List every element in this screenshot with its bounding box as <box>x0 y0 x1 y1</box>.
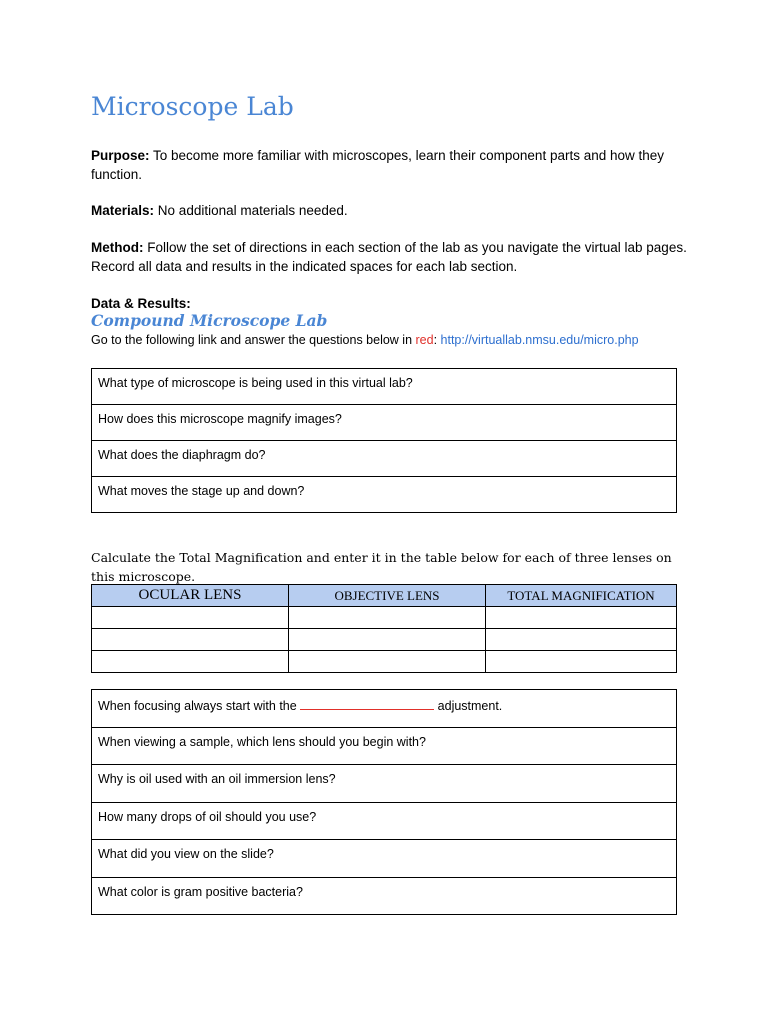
objective-cell[interactable] <box>289 607 486 629</box>
question-cell[interactable]: What color is gram positive bacteria? <box>92 877 677 915</box>
method-text: Follow the set of directions in each section of the lab as you navigate the virtual lab pages. Record all data and results in the indicated spaces for each lab section. <box>91 240 687 274</box>
instruction-text: Go to the following link and answer the questions below in <box>91 333 416 347</box>
question-cell[interactable]: Why is oil used with an oil immersion lens? <box>92 765 677 803</box>
page-title: Microscope Lab <box>91 92 294 121</box>
materials-text: No additional materials needed. <box>157 203 348 218</box>
ocular-cell[interactable] <box>92 629 289 651</box>
table-row <box>92 690 677 728</box>
table-row <box>92 765 677 803</box>
purpose-text: To become more familiar with microscopes, learn their component parts and how they function. <box>91 148 665 182</box>
magnification-table <box>91 584 677 673</box>
total-magnification-header: TOTAL MAGNIFICATION <box>486 585 677 607</box>
ocular-cell[interactable] <box>92 607 289 629</box>
table-row <box>92 651 677 673</box>
objective-cell[interactable] <box>289 629 486 651</box>
objective-lens-header: OBJECTIVE LENS <box>289 585 486 607</box>
instruction-red-word: red <box>415 333 434 347</box>
question-cell[interactable]: When viewing a sample, which lens should you begin with? <box>92 727 677 765</box>
questions-table-2 <box>91 689 677 915</box>
method-paragraph <box>91 238 691 276</box>
table-row <box>92 727 677 765</box>
table-row <box>92 607 677 629</box>
purpose-paragraph <box>91 146 691 184</box>
objective-cell[interactable] <box>289 651 486 673</box>
question-cell[interactable]: How many drops of oil should you use? <box>92 802 677 840</box>
questions-table-1 <box>91 368 677 513</box>
materials-label: Materials: <box>91 203 155 218</box>
table-row <box>92 877 677 915</box>
purpose-label: Purpose: <box>91 148 150 163</box>
table-row <box>92 802 677 840</box>
question-cell[interactable]: How does this microscope magnify images? <box>92 405 677 441</box>
total-cell[interactable] <box>486 629 677 651</box>
table-row <box>92 369 677 405</box>
instruction-colon: : <box>433 333 441 347</box>
question-cell[interactable]: What moves the stage up and down? <box>92 477 677 513</box>
ocular-cell[interactable] <box>92 651 289 673</box>
lab-url-link[interactable]: http://virtuallab.nmsu.edu/micro.php <box>440 333 639 347</box>
question-cell[interactable]: What type of microscope is being used in this virtual lab? <box>92 369 677 405</box>
table-row <box>92 629 677 651</box>
question-cell[interactable]: What does the diaphragm do? <box>92 441 677 477</box>
table-row <box>92 477 677 513</box>
materials-paragraph <box>91 201 691 220</box>
table-row <box>92 840 677 878</box>
section-title: Compound Microscope Lab <box>91 311 328 330</box>
method-label: Method: <box>91 240 144 255</box>
ocular-lens-header: OCULAR LENS <box>92 585 289 607</box>
fill-in-blank[interactable] <box>300 697 434 710</box>
data-results-heading: Data & Results: <box>91 296 191 311</box>
instruction-line <box>91 333 639 347</box>
total-cell[interactable] <box>486 651 677 673</box>
table-header-row <box>92 585 677 607</box>
calc-instruction: Calculate the Total Magnification and enter it in the table below for each of three lenses on this microscope. <box>91 550 672 584</box>
total-cell[interactable] <box>486 607 677 629</box>
table-row <box>92 441 677 477</box>
table-row <box>92 405 677 441</box>
question-cell[interactable]: What did you view on the slide? <box>92 840 677 878</box>
question-cell[interactable]: When focusing always start with the adjustment. <box>92 690 677 728</box>
